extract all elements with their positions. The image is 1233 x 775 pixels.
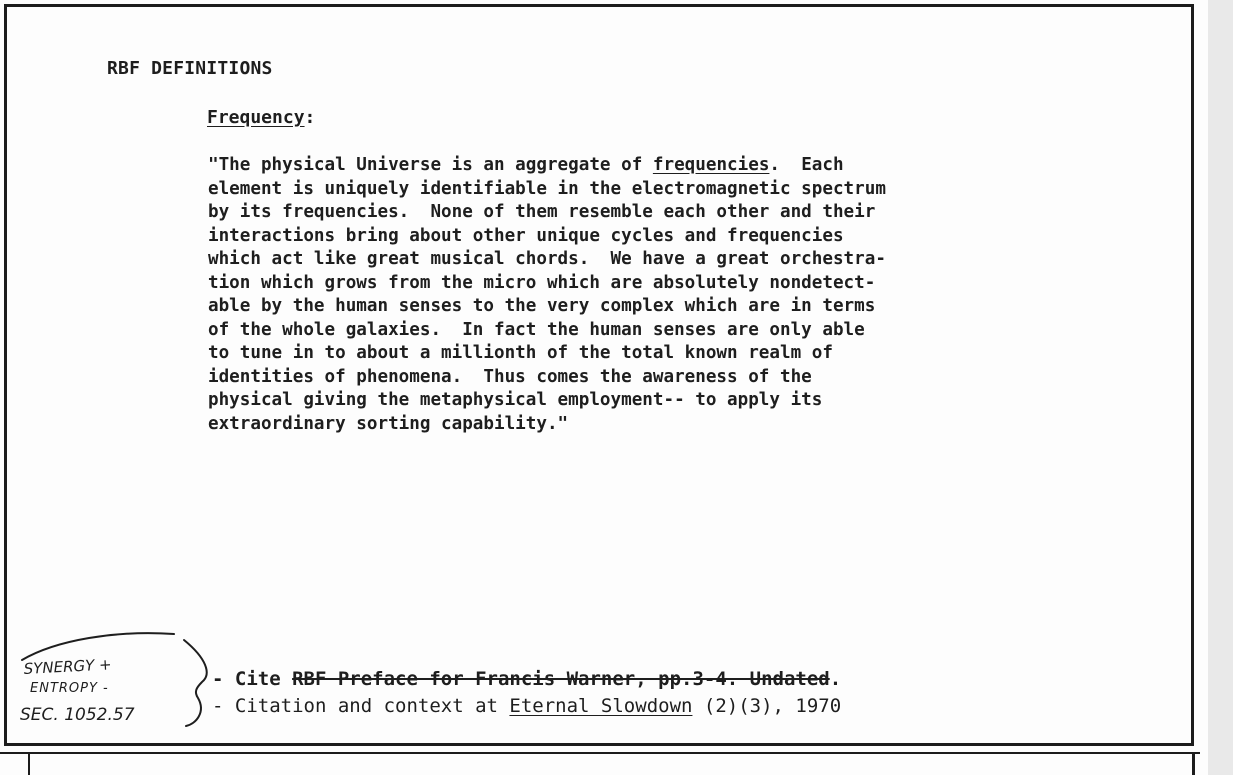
quote-line-text: . Each xyxy=(769,155,844,175)
definition-quote xyxy=(208,154,886,436)
quote-line: which act like great musical chords. We have a great orchestra- xyxy=(208,249,886,269)
handwritten-line-2: ENTROPY - xyxy=(30,681,109,696)
handwritten-line-3: SEC. 1052.57 xyxy=(20,705,135,725)
definition-term xyxy=(207,107,315,128)
citation-title: Eternal Slowdown xyxy=(509,695,693,717)
quote-line: to tune in to about a millionth of the total known realm of xyxy=(208,343,833,363)
page-heading: RBF DEFINITIONS xyxy=(107,58,273,79)
quote-line: by its frequencies. None of them resemble each other and their xyxy=(208,202,876,222)
citation-prefix: - Cite xyxy=(212,668,293,690)
next-card-edge xyxy=(0,752,1200,775)
quote-line: extraordinary sorting capability." xyxy=(208,413,569,434)
quote-emphasis: frequencies xyxy=(652,155,770,175)
handwritten-line-1: SYNERGY + xyxy=(23,655,113,678)
citation-struck xyxy=(212,666,841,693)
card-edge-left xyxy=(28,754,30,775)
citation-prefix: - Citation and context at xyxy=(212,695,510,717)
quote-line: physical giving the metaphysical employment-- to apply its xyxy=(208,390,823,410)
quote-line xyxy=(208,154,886,178)
struck-citation-text: RBF Preface for Francis Warner, pp.3-4. Undated xyxy=(292,668,830,690)
citations xyxy=(212,666,841,720)
quote-line: interactions bring about other unique cycles and frequencies xyxy=(208,225,844,246)
quote-line-text: "The physical Universe is an aggregate of xyxy=(208,155,653,175)
term-word: Frequency xyxy=(207,107,305,128)
handwritten-note xyxy=(16,622,216,732)
quote-line: tion which grows from the micro which are absolutely nondetect- xyxy=(208,272,876,293)
page-margin xyxy=(1208,0,1233,775)
citation-suffix: (2)(3), 1970 xyxy=(692,695,842,717)
quote-line: able by the human senses to the very complex which are in terms xyxy=(208,296,876,316)
card-edge-right xyxy=(1192,754,1195,775)
term-colon: : xyxy=(304,107,316,128)
quote-line: element is uniquely identifiable in the electromagnetic spectrum xyxy=(208,178,886,199)
quote-line: identities of phenomena. Thus comes the awareness of the xyxy=(208,366,812,387)
citation-context xyxy=(212,693,841,720)
quote-line: of the whole galaxies. In fact the human senses are only able xyxy=(208,319,865,340)
citation-suffix: . xyxy=(829,668,842,690)
